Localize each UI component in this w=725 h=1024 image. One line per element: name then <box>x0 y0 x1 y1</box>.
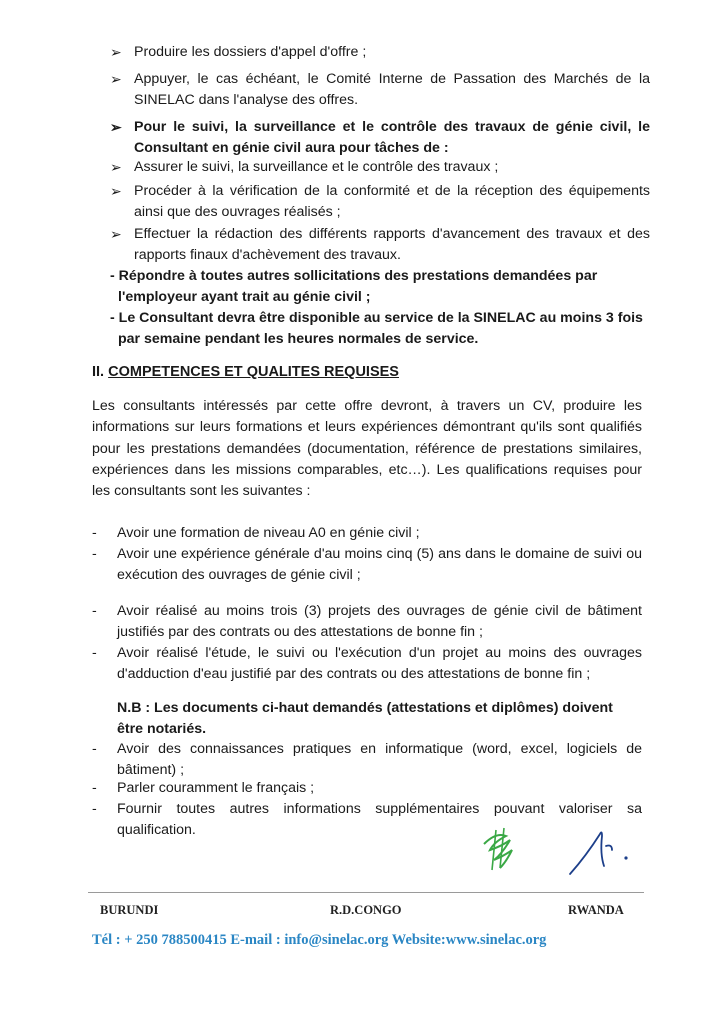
footer-divider <box>88 892 644 893</box>
footer-country-rwanda: RWANDA <box>568 903 624 917</box>
list-item: ➢ Procéder à la vérification de la conformité et de la réception des équipements ainsi que des ouvrages réalisés ; <box>110 183 650 220</box>
blue-signature-icon <box>566 826 638 878</box>
list-item: - Avoir des connaissances pratiques en informatique (word, excel, logiciels de bâtiment) ; <box>92 741 642 778</box>
list-item: ➢ Assurer le suivi, la surveillance et le contrôle des travaux ; <box>110 157 650 178</box>
list-item: ➢ Produire les dossiers d'appel d'offre ; <box>110 42 650 63</box>
arrow-bullet-icon: ➢ <box>110 44 122 60</box>
footer-country-burundi: BURUNDI <box>100 903 159 917</box>
list-item: - Parler couramment le français ; <box>92 780 315 796</box>
intro-paragraph: Les consultants intéressés par cette offre devront, à travers un CV, produire les informations sur leurs formations et leurs expériences démontrant qu'ils sont qualifiés pour les prestations demandées (documentation, référence de prestations similaires, expériences dans les missions comparables, etc…). Les qualifications requises pour les consultants sont les suivantes : <box>92 398 642 500</box>
arrow-bullet-icon: ➢ <box>110 71 122 87</box>
list-item: - Avoir réalisé au moins trois (3) projets des ouvrages de génie civil de bâtiment justifiés par des contrats ou des attestations de bonne fin ; <box>92 603 642 640</box>
list-item: ➢ Effectuer la rédaction des différents rapports d'avancement des travaux et des rapports finaux d'achèvement des travaux. <box>110 226 650 263</box>
arrow-bullet-icon: ➢ <box>110 183 122 199</box>
list-item: - Avoir une formation de niveau A0 en génie civil ; <box>92 525 420 541</box>
civil-tasks-heading: ➢ Pour le suivi, la surveillance et le contrôle des travaux de génie civil, le Consultant en génie civil aura pour tâches de : <box>110 119 650 156</box>
green-signature-icon <box>476 826 524 872</box>
bold-point: - Répondre à toutes autres sollicitations des prestations demandées par l'employeur ayant trait au génie civil ; <box>110 268 598 305</box>
list-item: - Avoir réalisé l'étude, le suivi ou l'exécution d'un projet au moins des ouvrages d'adduction d'eau justifié par des contrats ou des attestations de bonne fin ; <box>92 645 642 682</box>
arrow-bullet-icon: ➢ <box>110 159 122 175</box>
footer-country-rdc: R.D.CONGO <box>330 903 402 917</box>
footer-contact: Tél : + 250 788500415 E-mail : info@sinelac.org Website:www.sinelac.org <box>92 932 547 948</box>
arrow-bullet-icon: ➢ <box>110 119 122 135</box>
arrow-bullet-icon: ➢ <box>110 226 122 242</box>
bold-point: - Le Consultant devra être disponible au service de la SINELAC au moins 3 fois par semaine pendant les heures normales de service. <box>110 310 643 347</box>
list-item: ➢ Appuyer, le cas échéant, le Comité Interne de Passation des Marchés de la SINELAC dans l'analyse des offres. <box>110 71 650 108</box>
section-heading: II. COMPETENCES ET QUALITES REQUISES <box>92 364 399 380</box>
list-item: - Fournir toutes autres informations supplémentaires pouvant valoriser sa qualification. <box>92 801 642 838</box>
list-item: - Avoir une expérience générale d'au moins cinq (5) ans dans le domaine de suivi ou exécution des ouvrages de génie civil ; <box>92 546 642 583</box>
nb-note: N.B : Les documents ci-haut demandés (attestations et diplômes) doivent être notariés. <box>117 700 613 737</box>
